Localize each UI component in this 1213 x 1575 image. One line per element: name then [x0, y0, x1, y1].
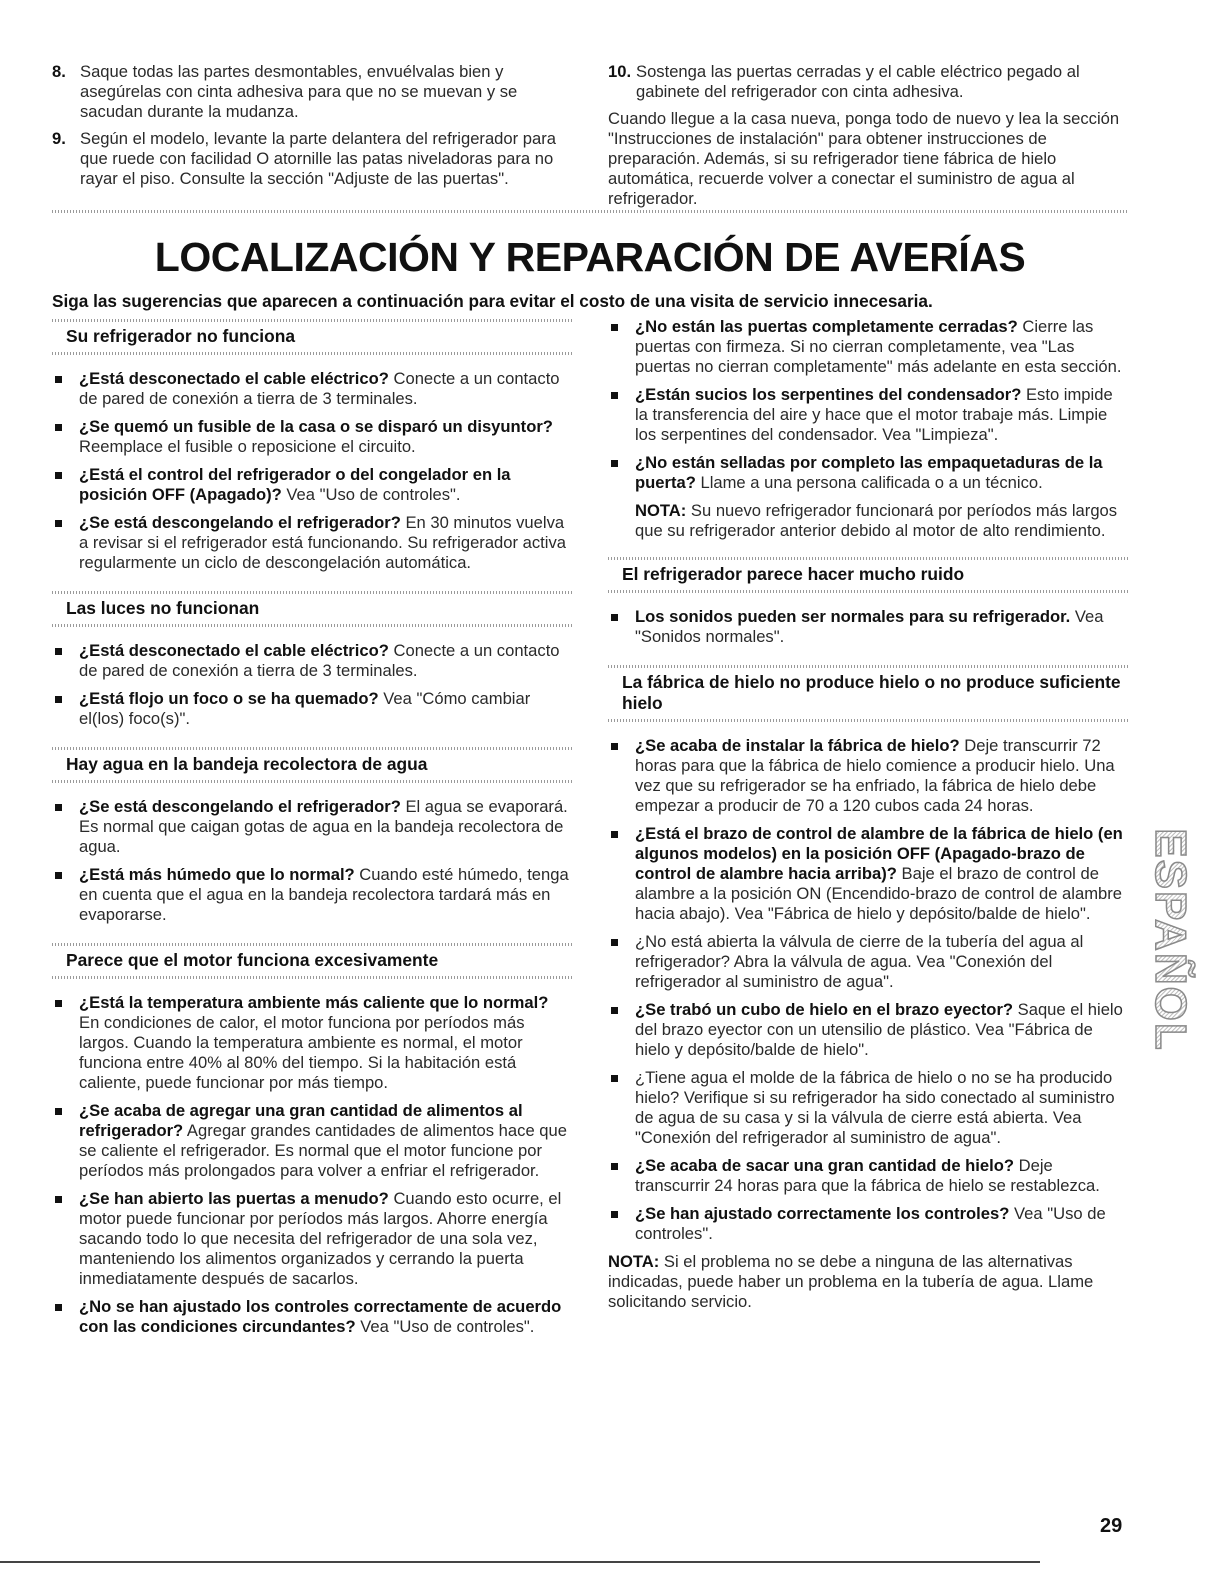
list-item: ¿Se han ajustado correctamente los controles? Vea "Uso de controles". [608, 1204, 1128, 1244]
moving-paragraph: Cuando llegue a la casa nueva, ponga todo de nuevo y lea la sección "Instrucciones de instalación" para obtener instrucciones de preparación. Además, si su refrigerador tiene fábrica de hielo automática, recuerde volver a conectar el suministro de agua al refrigerador. [608, 109, 1120, 208]
list-item: ¿Tiene agua el molde de la fábrica de hielo o no se ha producido hielo? Verifique si su refrigerador ha sido conectado al suministro de agua de su casa y si la válvula de cierre está abierta. Vea "Conexión del refrigerador al suministro de agua". [608, 1068, 1128, 1148]
bullet-icon [611, 324, 618, 331]
bullet-icon [55, 804, 62, 811]
top-left-column [52, 62, 572, 196]
item-text: Según el modelo, levante la parte delantera del refrigerador para que ruede con facilidad O atornille las patas niveladoras para no rayar el piso. Consulte la sección "Adjuste de las puertas". [80, 129, 556, 188]
list-item: ¿Se quemó un fusible de la casa o se disparó un disyuntor? Reemplace el fusible o reposicione el circuito. [52, 417, 572, 457]
list-item: ¿Se han abierto las puertas a menudo? Cuando esto ocurre, el motor puede funcionar por períodos más largos. Ahorre energía sacando todo lo que necesita del refrigerador de una sola vez, manteniendo los alimentos organizados y cerrando la puerta inmediatamente después de sacarlos. [52, 1189, 572, 1289]
bullet-icon [55, 1000, 62, 1007]
item-text: Sostenga las puertas cerradas y el cable eléctrico pegado al gabinete del refrigerador con cinta adhesiva. [636, 62, 1080, 101]
language-side-tab [1146, 815, 1195, 1065]
bullet-icon [55, 1108, 62, 1115]
bullet-icon [611, 1007, 618, 1014]
list-item: ¿Está más húmedo que lo normal? Cuando esté húmedo, tenga en cuenta que el agua en la bandeja recolectora tardará más en evaporarse. [52, 865, 572, 925]
bullet-icon [611, 831, 618, 838]
list-item: ¿Está flojo un foco o se ha quemado? Vea "Cómo cambiar el(los) foco(s)". [52, 689, 572, 729]
page-number: 29 [1100, 1515, 1123, 1537]
list-item: ¿Están sucios los serpentines del condensador? Esto impide la transferencia del aire y hace que el motor trabaje más. Limpie los serpentines del condensador. Vea "Limpieza". [608, 385, 1128, 445]
list-item: ¿Se acaba de instalar la fábrica de hielo? Deje transcurrir 72 horas para que la fábrica de hielo comience a producir hielo. Una vez que su refrigerador se ha enfriado, la fábrica de hielo debe empezar a producir de 70 a 120 cubos cada 24 horas. [608, 736, 1128, 816]
bullet-icon [611, 1075, 618, 1082]
list-item: ¿Está desconectado el cable eléctrico? Conecte a un contacto de pared de conexión a tierra de 3 terminales. [52, 369, 572, 409]
item-text: Saque todas las partes desmontables, envuélvalas bien y asegúrelas con cinta adhesiva para que no se muevan y se sacudan durante la mudanza. [80, 62, 518, 121]
section-heading-agua-bandeja: Hay agua en la bandeja recolectora de agua [66, 754, 428, 774]
section-heading-no-funciona: Su refrigerador no funciona [66, 326, 295, 346]
list-item: ¿Se trabó un cubo de hielo en el brazo eyector? Saque el hielo del brazo eyector con un utensilio de plástico. Vea "Fábrica de hielo y depósito/balde de hielo". [608, 1000, 1128, 1060]
item-number: 8. [52, 62, 66, 81]
bullet-icon [611, 939, 618, 946]
section-heading-motor: Parece que el motor funciona excesivamente [66, 950, 439, 970]
list-item: ¿No están selladas por completo las empaquetaduras de la puerta? Llame a una persona calificada o a un técnico. [608, 453, 1128, 493]
list-item: ¿Está el brazo de control de alambre de la fábrica de hielo (en algunos modelos) en la posición OFF (Apagado-brazo de control de alambre hacia arriba)? Baje el brazo de control de alambre a la posición ON (Encendido-brazo de control de alambre hacia abajo). Vea "Fábrica de hielo y depósito/balde de hielo". [608, 824, 1128, 924]
section-heading-luces: Las luces no funcionan [66, 598, 260, 618]
bullet-icon [55, 376, 62, 383]
bullet-icon [55, 648, 62, 655]
footer-rule [0, 1561, 1040, 1563]
list-item: ¿No se han ajustado los controles correctamente de acuerdo con las condiciones circundantes? Vea "Uso de controles". [52, 1297, 572, 1337]
bullet-icon [55, 872, 62, 879]
bullet-icon [55, 1196, 62, 1203]
list-item: ¿Está el control del refrigerador o del congelador en la posición OFF (Apagado)? Vea "Uso de controles". [52, 465, 572, 505]
list-item: Los sonidos pueden ser normales para su refrigerador. Vea "Sonidos normales". [608, 607, 1128, 647]
item-number: 10. [608, 62, 632, 81]
list-item: ¿No está abierta la válvula de cierre de la tubería del agua al refrigerador? Abra la válvula de agua. Vea "Conexión del refrigerador al suministro de agua". [608, 932, 1128, 992]
left-column [52, 319, 572, 1345]
page-subtitle: Siga las sugerencias que aparecen a continuación para evitar el costo de una visita de servicio innecesaria. [52, 291, 933, 311]
bullet-icon [611, 614, 618, 621]
list-item: ¿No están las puertas completamente cerradas? Cierre las puertas con firmeza. Si no cierran completamente, vea "Las puertas no cierran completamente" más adelante en esta sección. [608, 317, 1128, 377]
list-item: ¿Se acaba de sacar una gran cantidad de hielo? Deje transcurrir 24 horas para que la fábrica de hielo se restablezca. [608, 1156, 1128, 1196]
right-column [608, 317, 1128, 1318]
section-heading-ruido: El refrigerador parece hacer mucho ruido [622, 564, 965, 584]
list-item: ¿Se está descongelando el refrigerador? En 30 minutos vuelva a revisar si el refrigerador está funcionando. Su refrigerador activa regularmente un ciclo de descongelación automática. [52, 513, 572, 573]
bullet-icon [55, 1304, 62, 1311]
note-paragraph: NOTA: Su nuevo refrigerador funcionará por períodos más largos que su refrigerador anterior debido al motor de alto rendimiento. [635, 501, 1118, 540]
list-item: ¿Se está descongelando el refrigerador? El agua se evaporará. Es normal que caigan gotas de agua en la bandeja recolectora de agua. [52, 797, 572, 857]
bullet-icon [55, 424, 62, 431]
section-heading-fabrica-hielo: La fábrica de hielo no produce hielo o no produce suficiente hielo [622, 672, 1121, 713]
bullet-icon [55, 472, 62, 479]
bullet-icon [611, 743, 618, 750]
bullet-icon [611, 1211, 618, 1218]
bullet-icon [611, 392, 618, 399]
bullet-icon [55, 520, 62, 527]
item-number: 9. [52, 129, 66, 148]
numbered-item-9 [52, 129, 572, 189]
section-divider [52, 210, 1128, 213]
list-item: ¿Se acaba de agregar una gran cantidad de alimentos al refrigerador? Agregar grandes cantidades de alimentos hace que se caliente el refrigerador. Es normal que el motor funcione por períodos más prolongados para volver a enfriar el refrigerador. [52, 1101, 572, 1181]
language-label: ESPAÑOL [1146, 828, 1195, 1052]
numbered-item-8 [52, 62, 572, 122]
numbered-item-10 [608, 62, 1128, 102]
top-right-column [608, 62, 1128, 215]
bullet-icon [55, 696, 62, 703]
list-item: ¿Está la temperatura ambiente más caliente que lo normal? En condiciones de calor, el motor funciona por períodos más largos. Cuando la temperatura ambiente es normal, el motor funciona entre 40% al 80% del tiempo. Si la habitación está caliente, puede funcionar por más tiempo. [52, 993, 572, 1093]
bullet-icon [611, 460, 618, 467]
note-paragraph: NOTA: Si el problema no se debe a ninguna de las alternativas indicadas, puede haber un problema en la tubería de agua. Llame solicitando servicio. [608, 1252, 1094, 1311]
bullet-icon [611, 1163, 618, 1170]
page-title: LOCALIZACIÓN Y REPARACIÓN DE AVERÍAS [154, 234, 1026, 280]
list-item: ¿Está desconectado el cable eléctrico? Conecte a un contacto de pared de conexión a tierra de 3 terminales. [52, 641, 572, 681]
